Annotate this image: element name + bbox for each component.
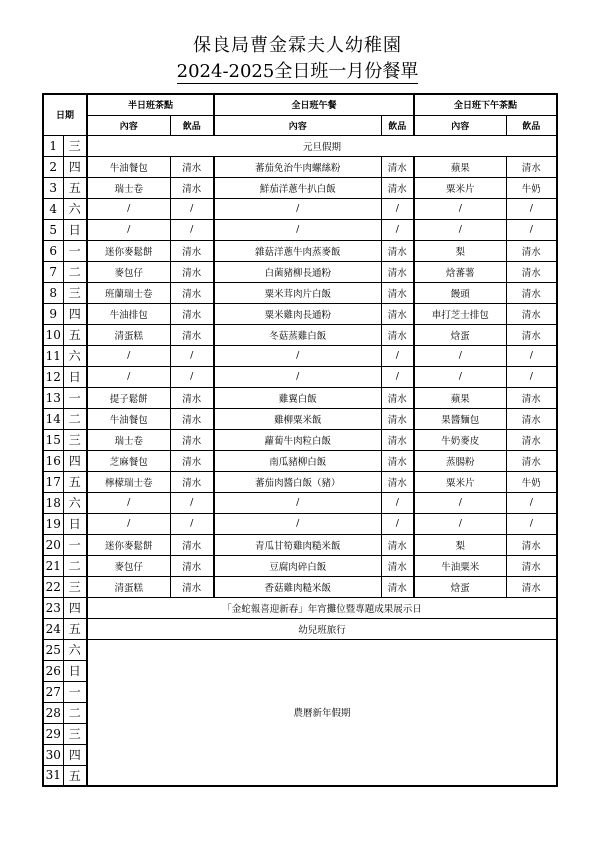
pm-snack-item: 梨 <box>414 240 506 261</box>
menu-title-text: 2024-2025全日班一月份餐單 <box>176 61 419 82</box>
weekday: 二 <box>63 555 87 576</box>
lunch-drink: 清水 <box>381 282 414 303</box>
pm-snack-header: 全日班下午茶點 <box>414 94 557 115</box>
half-day-snack-header: 半日班茶點 <box>87 94 214 115</box>
half-day-snack-drink: / <box>170 198 214 219</box>
table-row <box>43 534 557 555</box>
lunch-drink: / <box>381 345 414 366</box>
pm-snack-item: 果醬麵包 <box>414 408 506 429</box>
event-note: 幼兒班旅行 <box>87 618 557 639</box>
pm-snack-item: 車打芝士排包 <box>414 303 506 324</box>
half-day-snack-item: 瑞士卷 <box>87 429 170 450</box>
lunch-item: / <box>214 219 381 240</box>
pm-snack-drink: / <box>506 492 557 513</box>
weekday: 六 <box>63 198 87 219</box>
half-day-snack-item: 麥包仔 <box>87 261 170 282</box>
menu-table <box>42 93 558 787</box>
half-day-snack-item: / <box>87 198 170 219</box>
lunch-item: 粟米茸肉片白飯 <box>214 282 381 303</box>
half-day-snack-item: 牛油餐包 <box>87 408 170 429</box>
weekday: 日 <box>63 219 87 240</box>
table-row <box>43 198 557 219</box>
lunch-item: 豆腐肉碎白飯 <box>214 555 381 576</box>
lunch-drink: / <box>381 219 414 240</box>
pm-snack-item: 饅頭 <box>414 282 506 303</box>
pm-snack-drink: 清水 <box>506 261 557 282</box>
table-row <box>43 366 557 387</box>
weekday: 四 <box>63 597 87 618</box>
pm-snack-drink: / <box>506 219 557 240</box>
day-number: 16 <box>43 450 63 471</box>
lunch-drink: / <box>381 366 414 387</box>
weekday: 一 <box>63 534 87 555</box>
lunch-item: 白菌豬柳長通粉 <box>214 261 381 282</box>
day-number: 1 <box>43 135 63 156</box>
day-number: 30 <box>43 744 63 765</box>
day-number: 28 <box>43 702 63 723</box>
lunch-drink: / <box>381 492 414 513</box>
lunch-item: 青瓜甘筍雞肉糙米飯 <box>214 534 381 555</box>
pm-snack-item: 焓蛋 <box>414 576 506 597</box>
weekday: 三 <box>63 282 87 303</box>
lunch-drink: 清水 <box>381 156 414 177</box>
weekday: 六 <box>63 492 87 513</box>
pm-snack-drink: 清水 <box>506 555 557 576</box>
content-header: 內容 <box>414 115 506 135</box>
weekday: 二 <box>63 261 87 282</box>
content-header: 內容 <box>214 115 381 135</box>
pm-snack-item: 蘋果 <box>414 387 506 408</box>
lunch-drink: 清水 <box>381 555 414 576</box>
table-row <box>43 135 557 156</box>
pm-snack-item: 蘋果 <box>414 156 506 177</box>
table-row <box>43 345 557 366</box>
pm-snack-drink: 清水 <box>506 282 557 303</box>
half-day-snack-drink: 清水 <box>170 471 214 492</box>
lunch-drink: 清水 <box>381 429 414 450</box>
drink-header: 飲品 <box>506 115 557 135</box>
day-number: 12 <box>43 366 63 387</box>
half-day-snack-drink: / <box>170 366 214 387</box>
lunch-drink: 清水 <box>381 471 414 492</box>
half-day-snack-drink: 清水 <box>170 450 214 471</box>
day-number: 3 <box>43 177 63 198</box>
holiday-note: 農曆新年假期 <box>87 639 557 786</box>
table-row <box>43 639 557 660</box>
pm-snack-item: 牛油粟米 <box>414 555 506 576</box>
half-day-snack-drink: 清水 <box>170 408 214 429</box>
lunch-item: / <box>214 366 381 387</box>
day-number: 2 <box>43 156 63 177</box>
weekday: 四 <box>63 156 87 177</box>
pm-snack-item: / <box>414 513 506 534</box>
pm-snack-drink: 清水 <box>506 450 557 471</box>
lunch-drink: 清水 <box>381 324 414 345</box>
table-row <box>43 156 557 177</box>
lunch-drink: / <box>381 513 414 534</box>
half-day-snack-drink: 清水 <box>170 576 214 597</box>
weekday: 日 <box>63 513 87 534</box>
half-day-snack-drink: / <box>170 513 214 534</box>
pm-snack-drink: 清水 <box>506 387 557 408</box>
pm-snack-item: 梨 <box>414 534 506 555</box>
half-day-snack-drink: / <box>170 492 214 513</box>
table-row <box>43 429 557 450</box>
pm-snack-item: 粟米片 <box>414 471 506 492</box>
weekday: 二 <box>63 702 87 723</box>
day-number: 14 <box>43 408 63 429</box>
pm-snack-drink: 牛奶 <box>506 471 557 492</box>
weekday: 日 <box>63 366 87 387</box>
half-day-snack-item: / <box>87 513 170 534</box>
table-row <box>43 240 557 261</box>
lunch-item: 雞翼白飯 <box>214 387 381 408</box>
pm-snack-drink: / <box>506 513 557 534</box>
table-row <box>43 303 557 324</box>
half-day-snack-item: / <box>87 366 170 387</box>
pm-snack-drink: 清水 <box>506 408 557 429</box>
lunch-item: 蘿蔔牛肉粒白飯 <box>214 429 381 450</box>
day-number: 25 <box>43 639 63 660</box>
weekday: 三 <box>63 429 87 450</box>
pm-snack-item: / <box>414 198 506 219</box>
lunch-item: 蕃茄肉醬白飯（豬） <box>214 471 381 492</box>
weekday: 一 <box>63 387 87 408</box>
day-number: 6 <box>43 240 63 261</box>
weekday: 二 <box>63 408 87 429</box>
weekday: 五 <box>63 618 87 639</box>
half-day-snack-item: 提子鬆餅 <box>87 387 170 408</box>
lunch-item: 粟米雞肉長通粉 <box>214 303 381 324</box>
lunch-drink: 清水 <box>381 177 414 198</box>
weekday: 日 <box>63 660 87 681</box>
lunch-drink: 清水 <box>381 408 414 429</box>
lunch-drink: 清水 <box>381 534 414 555</box>
pm-snack-drink: / <box>506 366 557 387</box>
weekday: 四 <box>63 744 87 765</box>
lunch-drink: 清水 <box>381 261 414 282</box>
day-number: 29 <box>43 723 63 744</box>
weekday: 五 <box>63 324 87 345</box>
half-day-snack-drink: 清水 <box>170 282 214 303</box>
lunch-drink: 清水 <box>381 240 414 261</box>
pm-snack-drink: 清水 <box>506 240 557 261</box>
day-number: 19 <box>43 513 63 534</box>
half-day-snack-drink: / <box>170 219 214 240</box>
half-day-snack-item: 麥包仔 <box>87 555 170 576</box>
day-number: 11 <box>43 345 63 366</box>
pm-snack-drink: / <box>506 345 557 366</box>
weekday: 四 <box>63 450 87 471</box>
day-number: 8 <box>43 282 63 303</box>
day-number: 26 <box>43 660 63 681</box>
menu-title <box>0 57 595 83</box>
event-note: 元旦假期 <box>87 135 557 156</box>
content-header: 內容 <box>87 115 170 135</box>
table-row <box>43 408 557 429</box>
weekday: 六 <box>63 345 87 366</box>
pm-snack-item: 焓蛋 <box>414 324 506 345</box>
day-number: 31 <box>43 765 63 786</box>
table-row <box>43 555 557 576</box>
half-day-snack-item: 迷你麥鬆餅 <box>87 240 170 261</box>
lunch-drink: 清水 <box>381 387 414 408</box>
pm-snack-drink: 清水 <box>506 429 557 450</box>
weekday: 五 <box>63 765 87 786</box>
pm-snack-item: / <box>414 345 506 366</box>
weekday: 四 <box>63 303 87 324</box>
half-day-snack-item: 瑞士卷 <box>87 177 170 198</box>
day-number: 21 <box>43 555 63 576</box>
date-header: 日期 <box>43 94 87 135</box>
half-day-snack-drink: / <box>170 345 214 366</box>
lunch-item: 香菇雞肉糙米飯 <box>214 576 381 597</box>
half-day-snack-item: / <box>87 492 170 513</box>
table-row <box>43 597 557 618</box>
day-number: 15 <box>43 429 63 450</box>
day-number: 22 <box>43 576 63 597</box>
lunch-item: 鮮茄洋蔥牛扒白飯 <box>214 177 381 198</box>
table-row <box>43 471 557 492</box>
table-row <box>43 387 557 408</box>
weekday: 三 <box>63 135 87 156</box>
half-day-snack-item: / <box>87 345 170 366</box>
day-number: 9 <box>43 303 63 324</box>
day-number: 5 <box>43 219 63 240</box>
day-number: 24 <box>43 618 63 639</box>
lunch-item: 南瓜豬柳白飯 <box>214 450 381 471</box>
pm-snack-drink: 清水 <box>506 303 557 324</box>
table-row <box>43 324 557 345</box>
half-day-snack-drink: 清水 <box>170 261 214 282</box>
weekday: 一 <box>63 681 87 702</box>
day-number: 27 <box>43 681 63 702</box>
lunch-item: / <box>214 198 381 219</box>
half-day-snack-drink: 清水 <box>170 555 214 576</box>
table-row <box>43 219 557 240</box>
table-row <box>43 282 557 303</box>
lunch-item: 雞柳粟米飯 <box>214 408 381 429</box>
lunch-item: / <box>214 513 381 534</box>
half-day-snack-item: 牛油餐包 <box>87 156 170 177</box>
half-day-snack-drink: 清水 <box>170 303 214 324</box>
half-day-snack-item: 清蛋糕 <box>87 576 170 597</box>
table-row <box>43 450 557 471</box>
pm-snack-drink: 清水 <box>506 324 557 345</box>
table-row <box>43 618 557 639</box>
day-number: 23 <box>43 597 63 618</box>
day-number: 20 <box>43 534 63 555</box>
lunch-drink: / <box>381 198 414 219</box>
pm-snack-item: / <box>414 366 506 387</box>
pm-snack-item: 牛奶麥皮 <box>414 429 506 450</box>
half-day-snack-drink: 清水 <box>170 429 214 450</box>
pm-snack-drink: 清水 <box>506 534 557 555</box>
weekday: 三 <box>63 723 87 744</box>
pm-snack-item: 蒸腸粉 <box>414 450 506 471</box>
pm-snack-drink: 清水 <box>506 576 557 597</box>
day-number: 7 <box>43 261 63 282</box>
weekday: 六 <box>63 639 87 660</box>
lunch-drink: 清水 <box>381 576 414 597</box>
pm-snack-drink: 清水 <box>506 156 557 177</box>
lunch-item: / <box>214 345 381 366</box>
table-row <box>43 576 557 597</box>
weekday: 一 <box>63 240 87 261</box>
half-day-snack-drink: 清水 <box>170 387 214 408</box>
weekday: 五 <box>63 471 87 492</box>
pm-snack-drink: / <box>506 198 557 219</box>
day-number: 17 <box>43 471 63 492</box>
pm-snack-item: / <box>414 219 506 240</box>
half-day-snack-drink: 清水 <box>170 324 214 345</box>
table-row <box>43 513 557 534</box>
table-row <box>43 177 557 198</box>
drink-header: 飲品 <box>381 115 414 135</box>
lunch-header: 全日班午餐 <box>214 94 414 115</box>
lunch-item: 雜菇洋蔥牛肉蒸麥飯 <box>214 240 381 261</box>
day-number: 18 <box>43 492 63 513</box>
lunch-item: / <box>214 492 381 513</box>
half-day-snack-item: 牛油排包 <box>87 303 170 324</box>
half-day-snack-drink: 清水 <box>170 534 214 555</box>
weekday: 三 <box>63 576 87 597</box>
menu-body <box>43 135 557 786</box>
school-name: 保良局曹金霖夫人幼稚園 <box>193 35 402 56</box>
half-day-snack-drink: 清水 <box>170 177 214 198</box>
drink-header: 飲品 <box>170 115 214 135</box>
lunch-item: 冬菇蒸雞白飯 <box>214 324 381 345</box>
weekday: 五 <box>63 177 87 198</box>
day-number: 4 <box>43 198 63 219</box>
half-day-snack-item: 檸檬瑞士卷 <box>87 471 170 492</box>
pm-snack-item: / <box>414 492 506 513</box>
half-day-snack-item: 班蘭瑞士卷 <box>87 282 170 303</box>
half-day-snack-item: 芝麻餐包 <box>87 450 170 471</box>
pm-snack-drink: 牛奶 <box>506 177 557 198</box>
half-day-snack-item: 清蛋糕 <box>87 324 170 345</box>
lunch-drink: 清水 <box>381 303 414 324</box>
half-day-snack-item: 迷你麥鬆餅 <box>87 534 170 555</box>
event-note: 「金蛇報喜迎新春」年宵攤位暨專題成果展示日 <box>87 597 557 618</box>
table-row <box>43 492 557 513</box>
half-day-snack-drink: 清水 <box>170 240 214 261</box>
table-row <box>43 261 557 282</box>
pm-snack-item: 焓蕃薯 <box>414 261 506 282</box>
day-number: 10 <box>43 324 63 345</box>
lunch-drink: 清水 <box>381 450 414 471</box>
half-day-snack-drink: 清水 <box>170 156 214 177</box>
pm-snack-item: 粟米片 <box>414 177 506 198</box>
half-day-snack-item: / <box>87 219 170 240</box>
lunch-item: 蕃茄免治牛肉螺絲粉 <box>214 156 381 177</box>
day-number: 13 <box>43 387 63 408</box>
